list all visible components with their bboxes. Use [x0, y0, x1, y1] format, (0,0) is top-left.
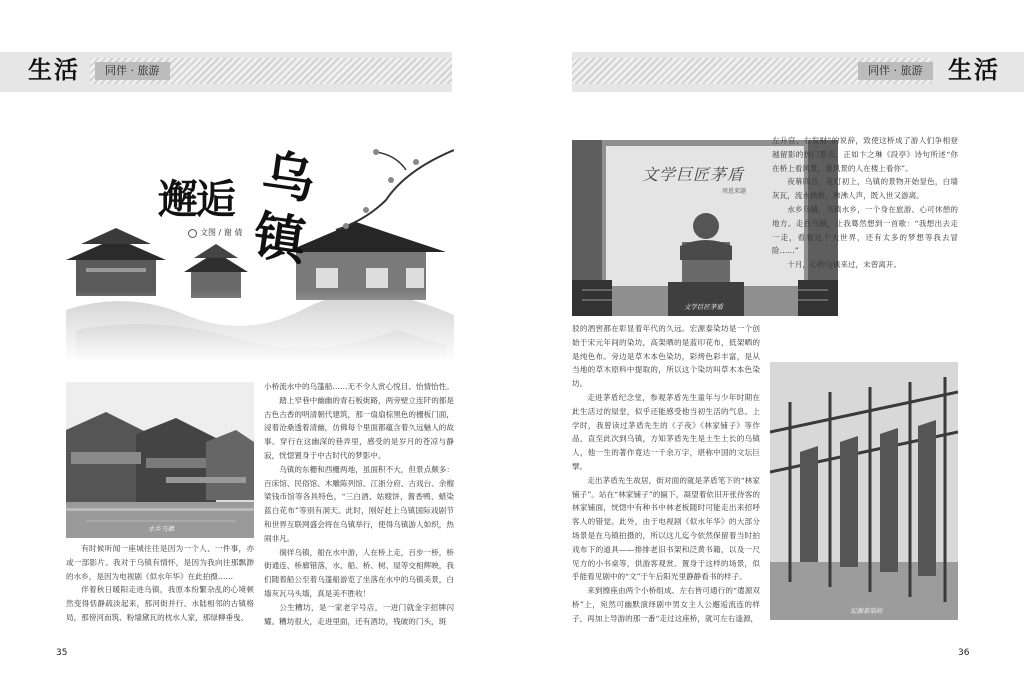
text-column-b	[264, 380, 454, 628]
statue-sign-sub: 周恩来题	[722, 188, 747, 195]
dye-house-caption: 宏源泰染坊	[850, 607, 883, 615]
text-column-c	[572, 322, 760, 626]
section-title-left: 生活	[28, 55, 80, 84]
paragraph: 驳的酒窖都在彰显着年代的久远。宏源泰染坊是一个创始于宋元年间的染坊，高架晒的是蓝印花布，低架晒的是纯色布。旁边是草木本色染坊，彩烤色彩丰富，是从当地的草木原料中提取的，所以这个染坊叫草木本色染坊。	[572, 324, 760, 389]
paragraph: 乌镇的东栅和西栅两地，虽面积不大，但景点颇多：百床馆、民俗馆、木雕陈列馆、江浙分府、古戏台、余榴梁钱币馆等各具特色，“三白酒、姑嫂饼、酱香鸭、蜡染蓝白花布”等别有洞天。此时，刚好赶上乌镇国际戏剧节和世界互联网盛会将在乌镇举行，使得乌镇游人如织，热闹非凡。	[264, 464, 454, 543]
article-title-part1: 邂逅	[158, 176, 234, 223]
paragraph: 小桥流水中的乌篷船……无不令人赏心悦目、怡情怡性。	[264, 382, 454, 391]
byline-icon	[188, 229, 197, 238]
paragraph: 夜幕四合，花灯初上，乌镇的景物开始显色，白墙灰瓦，流水拱桥，沸沸人声，既入世又游离。	[772, 177, 958, 201]
text-column-d	[772, 134, 958, 272]
paragraph: 走进茅盾纪念堂，参观茅盾先生童年与少年时期在此生活过的屋堂，似乎还能感受他当初生活的气息。上学时，我曾读过茅盾先生的《子夜》《林家铺子》等作品，直至此次到乌镇，方知茅盾先生是土生土长的乌镇人，他一生的著作竟达一千余万字，堪称中国的文坛巨擘。	[572, 392, 760, 471]
photo-watertown	[66, 382, 254, 538]
paragraph: 走出茅盾先生故居，街对面的就是茅盾笔下的“林家铺子”。站在“林家铺子”的匾下，凝望着依旧开张待客的林家铺面，恍惚中有种书中林老板随时可能走出来招呼客人的错觉。此外，由于电视剧《似水年华》的大部分场景是在乌镇拍摄的，所以这儿迄今依然保留着当时拍戏布下的道具——排排老旧书架和泛黄书籍，以及一尺见方的小书桌等，供游客观赏。置身于这样的场景，似乎能看见剧中的“文”于午后阳光里静静看书的样子。	[572, 475, 760, 582]
watertown-houses-image	[66, 382, 254, 538]
paragraph: 踏上窄巷中幽幽的青石板街路，两旁壁立连阡的都是古色古香的明清朝代建筑，那一扇扇棕黑色的栅板门面，浸着沧桑透着清幽，仿佛每个里面都蕴含着久远魅人的故事。穿行在这幽深的巷弄里，感受的是岁月的苍凉与静寂，恍惚置身于中古时代的梦影中。	[264, 395, 454, 460]
page-number-left: 35	[56, 648, 68, 658]
paragraph: 徜徉乌镇，船在水中游，人在桥上走，百步一桥，桥街通连、桥廊错落，水、船、桥、树、屋等交相辉映，我们随着船公至着乌篷船游览了坐落在水中的乌镇美景，白墙灰瓦马头墙，真是美不胜收！	[264, 547, 454, 598]
statue-caption: 文学巨匠茅盾	[684, 303, 723, 311]
paragraph: 公生糟坊，是一家老字号店，一进门就金字招牌闪耀。糟坊很大，走进里面，还有酒坊，残破的门头，斑	[264, 602, 454, 626]
paragraph: 来到擦座由两个小桥组成、左右皆可通行的“遣源双桥”上，宛然可幽默演绎剧中男女主人公邂逅流连的样子，再加上导游的那一番“走过这座桥，就可左右逢源，	[572, 586, 760, 623]
byline: 文图 / 谢 倩	[200, 228, 243, 237]
section-tag-right: 同伴 · 旅游	[858, 62, 933, 80]
paragraph: 伴着秋日暖阳走进乌镇，我原本纷繁杂乱的心境顿然变得恬静疏淡起来，那河街并行、水陆相邻的古镇格局，那傍河而筑、粉墙黛瓦的枕水人家，那绿柳垂曳、	[66, 585, 254, 622]
text-column-a	[66, 542, 254, 625]
photo-dye-house	[770, 362, 958, 620]
photo-caption: 水乡乌镇	[148, 525, 174, 533]
paragraph: 有时候听闻一座城往往是因为一个人、一件事，亦或一部影片。我对于乌镇有情怀，是因为我向往那飘渺的水乡，是因为电视剧《似水年华》在此拍摄……	[66, 544, 254, 581]
page-number-right: 36	[958, 648, 970, 658]
paragraph: 左升官、右发财”的说辞，致使这桥成了游人们争相登越留影的热门景点，正如卞之琳《段亭》诗句所述“你在桥上看风景，看风景的人在楼上看你”。	[772, 136, 958, 173]
section-title-right: 生活	[948, 55, 1000, 84]
statue-sign-main: 文学巨匠茅盾	[642, 165, 745, 184]
paragraph: 十月，心的乌镇来过，未曾离开。	[787, 260, 902, 270]
section-tag-left: 同伴 · 旅游	[95, 62, 170, 80]
paragraph: 水乡乌镇，乌镇水乡，一个身在旅游、心可休憩的地方。走在乌镇，让我蓦然想到一首歌：“我想出去走一走，看看这个大世界，还有太多的梦想等我去冒险……”	[772, 204, 958, 256]
article-title-part2: 乌镇	[249, 143, 319, 273]
dye-racks-image	[770, 362, 958, 620]
